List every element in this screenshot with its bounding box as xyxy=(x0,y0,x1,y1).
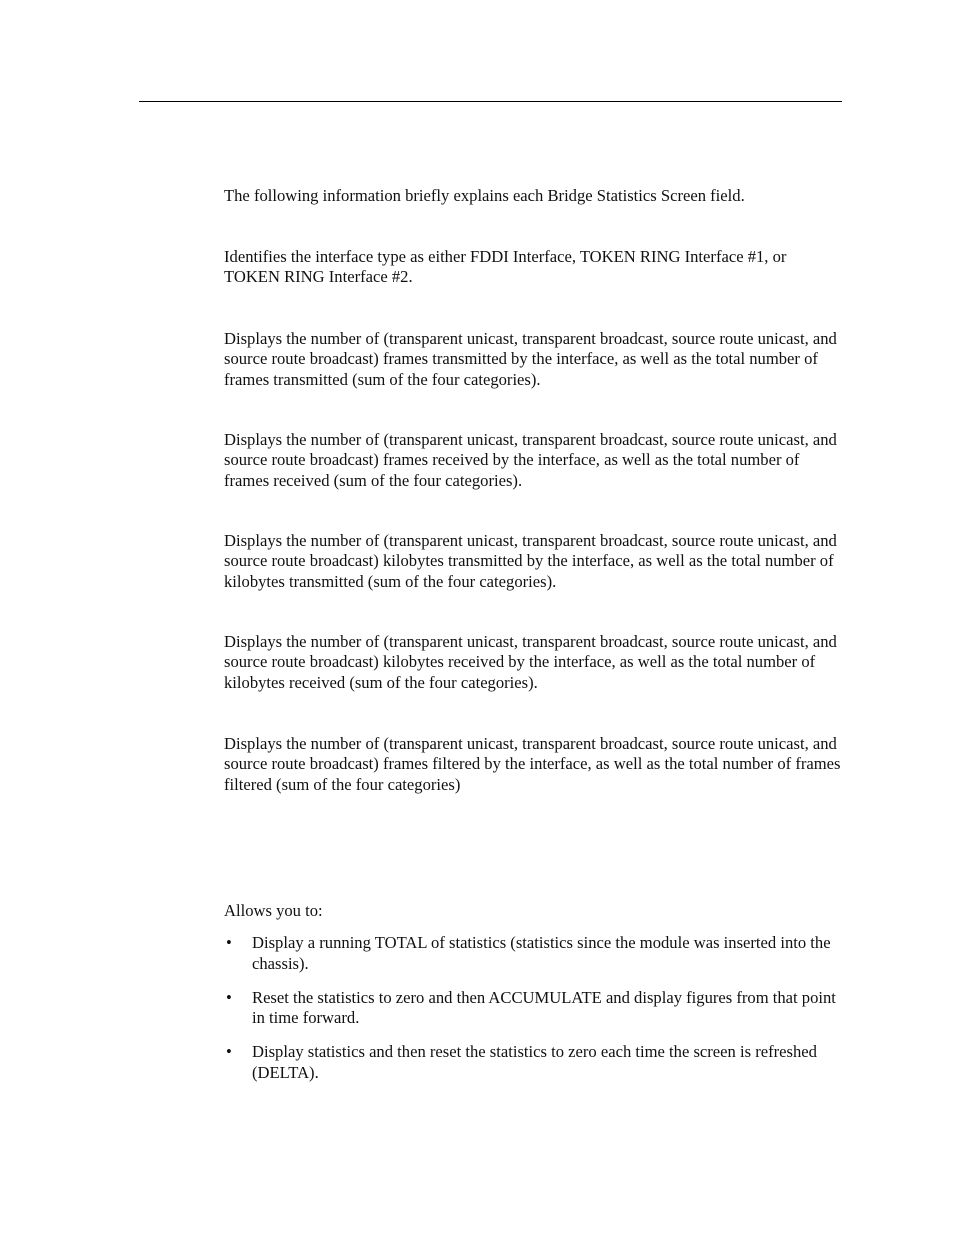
list-item-text: Reset the statistics to zero and then ACCUMULATE and display figures from that point in time forward. xyxy=(252,987,836,1027)
field-description-interface: Identifies the interface type as either FDDI Interface, TOKEN RING Interface #1, or TOKEN RING Interface #2. xyxy=(224,247,787,287)
bullet-icon: • xyxy=(226,933,232,952)
intro-text: The following information briefly explains each Bridge Statistics Screen field. xyxy=(224,186,745,205)
header-rule xyxy=(139,101,842,102)
list-item xyxy=(224,933,844,974)
bullet-icon: • xyxy=(226,1042,232,1061)
field-description-kilobytes-received: Displays the number of (transparent unicast, transparent broadcast, source route unicast, and source route broadcast) kilobytes received by the interface, as well as the total number of kilobytes received (sum of the four categories). xyxy=(224,632,837,692)
bullet-icon: • xyxy=(226,987,232,1007)
field-description-frames-filtered: Displays the number of (transparent unicast, transparent broadcast, source route unicast, and source route broadcast) frames filtered by the interface, as well as the total number of frames filtered (sum of the four categories) xyxy=(224,734,841,794)
list-item-text: Display statistics and then reset the statistics to zero each time the screen is refreshed (DELTA). xyxy=(252,1042,817,1082)
field-description-kilobytes-transmitted: Displays the number of (transparent unicast, transparent broadcast, source route unicast, and source route broadcast) kilobytes transmitted by the interface, as well as the total number of kilobytes transmitted (sum of the four categories). xyxy=(224,531,837,591)
mode-options-list xyxy=(224,933,844,1097)
field-description-frames-received: Displays the number of (transparent unicast, transparent broadcast, source route unicast, and source route broadcast) frames received by the interface, as well as the total number of frames received (sum of the four categories). xyxy=(224,430,837,490)
list-item xyxy=(224,1042,844,1083)
list-item xyxy=(224,988,844,1029)
list-item-text: Display a running TOTAL of statistics (statistics since the module was inserted into the chassis). xyxy=(252,933,831,973)
mode-lead-text: Allows you to: xyxy=(224,901,323,920)
field-description-frames-transmitted: Displays the number of (transparent unicast, transparent broadcast, source route unicast, and source route broadcast) frames transmitted by the interface, as well as the total number of frames transmitted (sum of the four categories). xyxy=(224,329,837,389)
